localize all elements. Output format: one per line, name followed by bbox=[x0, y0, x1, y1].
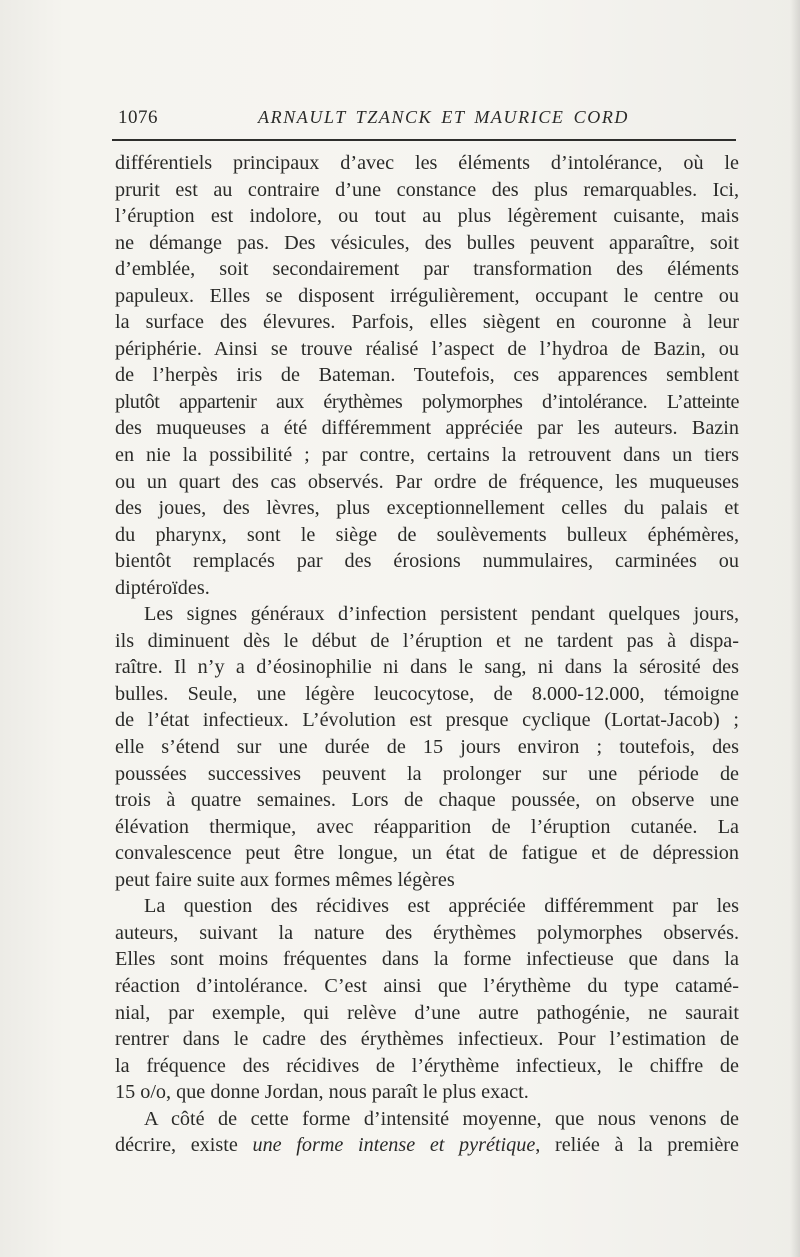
text-line: 15 o/o, que donne Jordan, nous paraît le plus exact. bbox=[115, 1081, 529, 1104]
text-line: ne démange pas. Des vésicules, des bulles peuvent apparaître, soit bbox=[115, 231, 739, 254]
text-line: ils diminuent dès le début de l’éruption et ne tardent pas à dispa- bbox=[115, 629, 739, 652]
header-rule bbox=[112, 139, 736, 141]
text-line: rentrer dans le cadre des érythèmes infectieux. Pour l’estimation de bbox=[115, 1028, 739, 1051]
text-line: papuleux. Elles se disposent irrégulièrement, occupant le centre ou bbox=[115, 284, 739, 307]
text-line: diptéroïdes. bbox=[115, 576, 210, 599]
page-edge-shadow bbox=[790, 0, 800, 1257]
text-line: nial, par exemple, qui relève d’une autre pathogénie, ne saurait bbox=[115, 1001, 739, 1024]
text-line: des joues, des lèvres, plus exceptionnellement celles du palais et bbox=[115, 497, 739, 520]
text-line: ou un quart des cas observés. Par ordre de fréquence, les muqueuses bbox=[115, 470, 739, 493]
text-line: Elles sont moins fréquentes dans la forme infectieuse que dans la bbox=[115, 948, 739, 971]
text-line: la fréquence des récidives de l’érythème infectieux, le chiffre de bbox=[115, 1054, 739, 1077]
text-line: du pharynx, sont le siège de soulèvements bulleux éphémères, bbox=[115, 523, 739, 546]
text-line: prurit est au contraire d’une constance des plus remarquables. Ici, bbox=[115, 178, 739, 201]
text-line: trois à quatre semaines. Lors de chaque poussée, on observe une bbox=[115, 789, 739, 812]
text-segment: décrire, existe bbox=[115, 1134, 253, 1157]
paragraph-4 bbox=[115, 1106, 739, 1159]
text-line: différentiels principaux d’avec les éléments d’intolérance, où le bbox=[115, 152, 739, 174]
text-line: peut faire suite aux formes mêmes légères bbox=[115, 868, 455, 891]
text-line: plutôt appartenir aux érythèmes polymorphes d’intolérance. L’atteinte bbox=[115, 390, 739, 413]
text-line: en nie la possibilité ; par contre, certains la retrouvent dans un tiers bbox=[115, 444, 739, 467]
text-line: bientôt remplacés par des érosions nummulaires, carminées ou bbox=[115, 550, 739, 573]
text-line: Les signes généraux d’infection persistent pendant quelques jours, bbox=[144, 603, 739, 626]
text-line: élévation thermique, avec réapparition de l’éruption cutanée. La bbox=[115, 815, 739, 838]
paragraph-1 bbox=[115, 150, 739, 601]
page-header bbox=[112, 105, 736, 135]
text-line: bulles. Seule, une légère leucocytose, de 8.000-12.000, témoigne bbox=[115, 682, 739, 705]
text-line: poussées successives peuvent la prolonger sur une période de bbox=[115, 762, 739, 785]
text-line: de l’herpès iris de Bateman. Toutefois, ces apparences semblent bbox=[115, 364, 739, 387]
text-segment: , reliée à la première bbox=[535, 1134, 739, 1157]
text-line: elle s’étend sur une durée de 15 jours environ ; toutefois, des bbox=[115, 736, 739, 759]
text-line: réaction d’intolérance. C’est ainsi que l’érythème du type catamé- bbox=[115, 974, 739, 997]
text-line: de l’état infectieux. L’évolution est presque cyclique (Lortat-Jacob) ; bbox=[115, 709, 739, 732]
text-line: d’emblée, soit secondairement par transformation des éléments bbox=[115, 258, 739, 281]
page-number: 1076 bbox=[118, 107, 158, 128]
text-line: périphérie. Ainsi se trouve réalisé l’aspect de l’hydroa de Bazin, ou bbox=[115, 337, 739, 360]
text-line: des muqueuses a été différemment appréciée par les auteurs. Bazin bbox=[115, 417, 739, 440]
text-line: La question des récidives est appréciée différemment par les bbox=[144, 895, 739, 918]
paragraph-3 bbox=[115, 893, 739, 1105]
italic-emphasis: une forme intense et pyrétique bbox=[252, 1134, 536, 1157]
text-line: auteurs, suivant la nature des érythèmes polymorphes observés. bbox=[115, 921, 739, 944]
text-line-mixed bbox=[115, 1132, 739, 1159]
text-line: A côté de cette forme d’intensité moyenne, que nous venons de bbox=[144, 1107, 739, 1130]
running-head: ARNAULT TZANCK ET MAURICE CORD bbox=[258, 107, 630, 127]
text-line: raître. Il n’y a d’éosinophilie ni dans le sang, ni dans la sérosité des bbox=[115, 656, 739, 679]
paragraph-2 bbox=[115, 601, 739, 893]
text-line: convalescence peut être longue, un état de fatigue et de dépression bbox=[115, 842, 739, 865]
text-line: l’éruption est indolore, ou tout au plus légèrement cuisante, mais bbox=[115, 205, 739, 228]
body-text bbox=[115, 150, 739, 1159]
text-line: la surface des élevures. Parfois, elles siègent en couronne à leur bbox=[115, 311, 739, 334]
